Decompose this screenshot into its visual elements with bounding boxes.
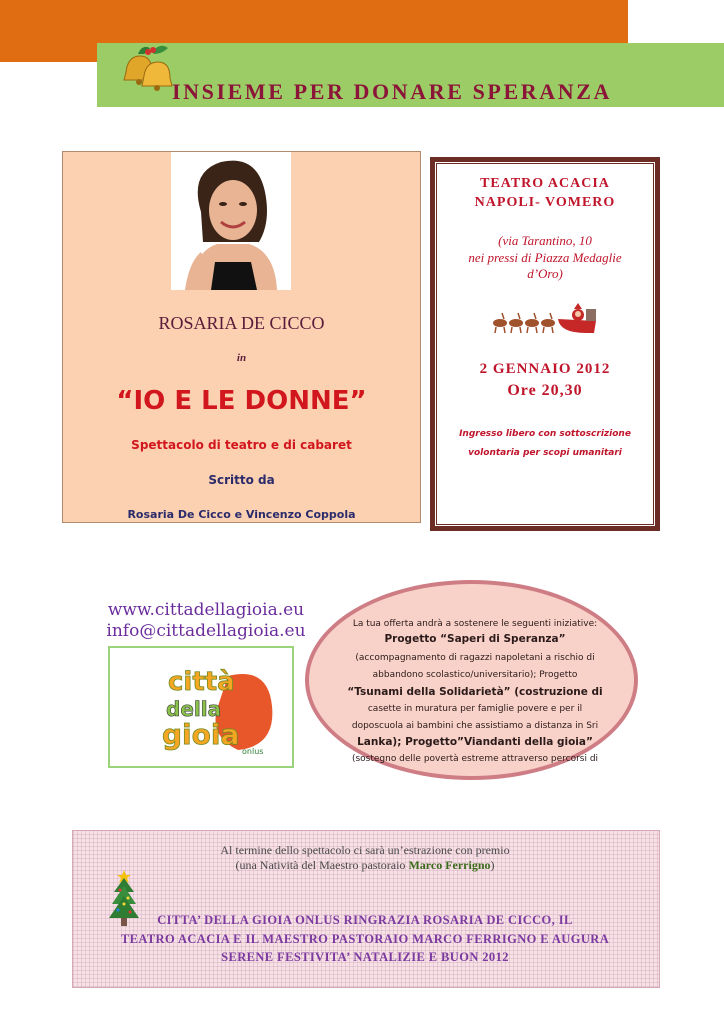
written-by-label: Scritto da — [208, 473, 275, 487]
performer-photo — [171, 152, 291, 290]
performer-name: ROSARIA DE CICCO — [158, 313, 325, 333]
initiatives-line: doposcuola ai bambini che assistiamo a distanza in Sri — [351, 721, 599, 731]
entry-note-line: Ingresso libero con sottoscrizione — [459, 429, 631, 439]
venue-address-line: d’Oro) — [527, 266, 563, 281]
initiatives-line: (sostegno delle povertà estreme attraverso percorsi di — [351, 754, 599, 764]
closing-message-line: SERENE FESTIVITA’ NATALIZIE E BUON 2012 — [221, 950, 509, 964]
closing-message-line: TEATRO ACACIA E IL MAESTRO PASTORAIO MARCO FERRIGNO E AUGURA — [120, 932, 610, 946]
authors: Rosaria De Cicco e Vincenzo Coppola — [127, 508, 356, 521]
prize-detail-text: (una Natività del Maestro pastoraio Marco Ferrigno) — [235, 858, 495, 872]
venue-box-inner-border — [436, 163, 654, 525]
initiatives-line: La tua offerta andrà a sostenere le seguenti iniziative: — [352, 619, 598, 629]
venue-address-line: nei pressi di Piazza Medaglie — [468, 250, 622, 265]
banner-title: INSIEME PER DONARE SPERANZA — [172, 79, 612, 104]
prize-draw-text: Al termine dello spettacolo ci sarà un’estrazione con premio — [220, 843, 510, 857]
svg-text:onlus: onlus — [242, 747, 264, 756]
venue-name: TEATRO ACACIA — [480, 176, 610, 191]
svg-text:gioia: gioia — [162, 718, 240, 751]
show-subtitle: Spettacolo di teatro e di cabaret — [131, 438, 352, 452]
citta-della-gioia-logo — [108, 646, 294, 768]
initiatives-line: (accompagnamento di ragazzi napoletani a rischio di — [355, 653, 595, 663]
venue-city: NAPOLI- VOMERO — [474, 195, 616, 210]
initiatives-line: abbandono scolastico/universitario); Progetto — [372, 670, 578, 680]
venue-address-line: (via Tarantino, 10 — [498, 233, 592, 248]
closing-message-line: CITTA’ DELLA GIOIA ONLUS RINGRAZIA ROSARIA DE CICCO, IL — [157, 913, 573, 927]
in-label: in — [236, 352, 247, 364]
svg-text:della: della — [166, 697, 222, 721]
initiatives-line: Progetto “Saperi di Speranza” — [384, 633, 566, 645]
christmas-bells-icon — [118, 42, 178, 102]
santa-sleigh-icon — [490, 303, 602, 337]
entry-note-line: volontaria per scopi umanitari — [468, 448, 622, 458]
event-time: Ore 20,30 — [507, 382, 583, 399]
svg-text:città: città — [168, 667, 235, 697]
email-link[interactable]: info@cittadellagioia.eu — [106, 621, 306, 641]
initiatives-line: casette in muratura per famiglie povere e per il — [367, 704, 583, 714]
initiatives-oval — [305, 580, 638, 780]
event-date: 2 GENNAIO 2012 — [479, 361, 611, 377]
website-link[interactable]: www.cittadellagioia.eu — [107, 600, 305, 620]
initiatives-line: “Tsunami della Solidarietà” (costruzione di — [347, 686, 603, 698]
show-title: “IO E LE DONNE” — [116, 386, 367, 416]
initiatives-line: Lanka); Progetto”Viandanti della gioia” — [357, 736, 593, 748]
